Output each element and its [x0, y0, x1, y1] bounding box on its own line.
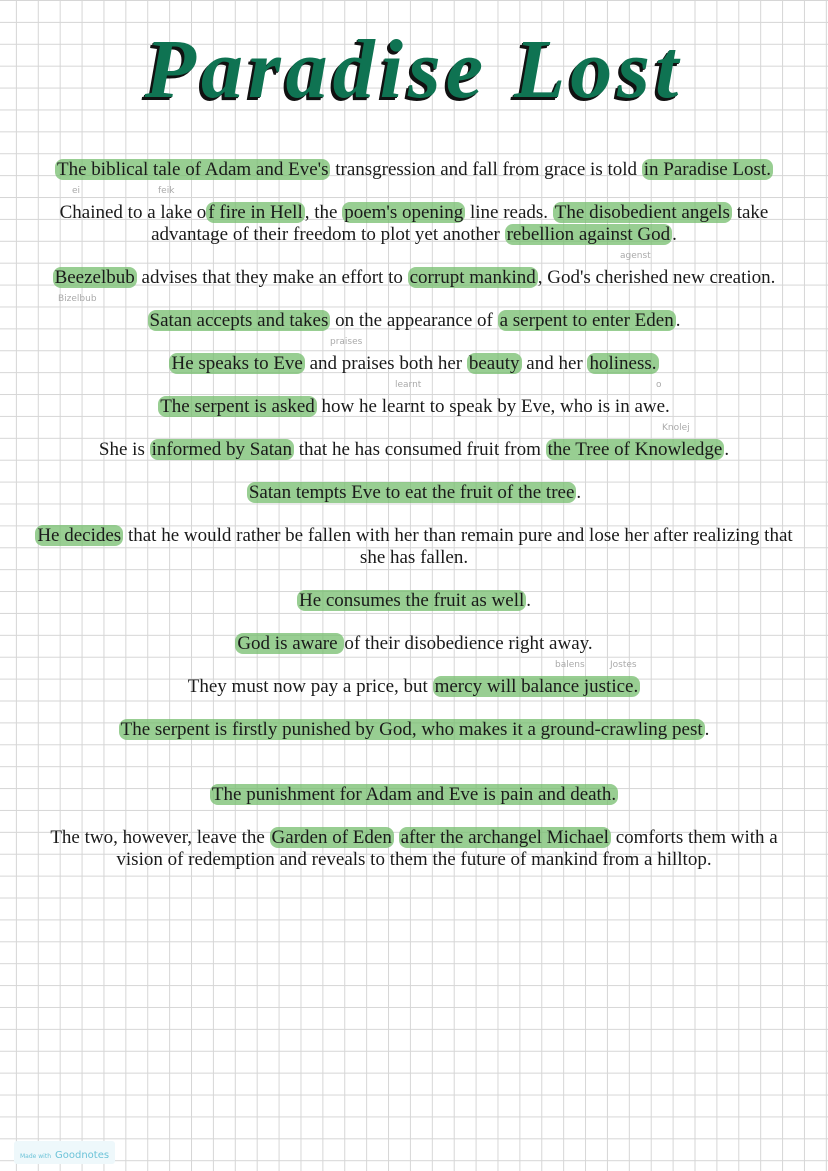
goodnotes-badge [14, 1141, 115, 1164]
paragraph [30, 310, 798, 332]
paragraph-gap [30, 741, 798, 784]
paragraph-gap [30, 246, 798, 267]
handwritten-note: feik [158, 186, 175, 196]
handwritten-note: o [656, 380, 662, 390]
paragraph-gap [30, 289, 798, 310]
text-segment: . [724, 439, 730, 460]
handwritten-note: Bizelbub [58, 294, 97, 304]
highlighted-text: corrupt mankind [409, 267, 536, 288]
paragraph [30, 159, 798, 181]
badge-small-text: Made with [20, 1153, 51, 1160]
title-area [0, 0, 828, 159]
text-segment: . [526, 590, 532, 611]
paragraph [30, 719, 798, 741]
text-segment: . [576, 482, 582, 503]
document-body [30, 159, 798, 871]
text-segment: , the [304, 202, 343, 223]
paragraph-gap [30, 375, 798, 396]
handwritten-note: ei [72, 186, 81, 196]
highlighted-text: holiness. [589, 353, 657, 374]
paragraph-gap [30, 698, 798, 719]
badge-brand: Goodnotes [55, 1150, 110, 1161]
handwritten-note: balens [555, 660, 585, 670]
paragraph [30, 202, 798, 246]
highlighted-text: poem's opening [344, 202, 464, 223]
text-segment: . [704, 719, 710, 740]
text-segment [394, 827, 399, 848]
text-segment: , God's cherished new creation. [537, 267, 776, 288]
highlighted-text: Garden of Eden [271, 827, 392, 848]
text-segment: She is [98, 439, 150, 460]
text-segment: that he has consumed fruit from [293, 439, 546, 460]
paragraph [30, 267, 798, 289]
paragraph-gap [30, 332, 798, 353]
highlighted-text: informed by Satan [151, 439, 292, 460]
paragraph [30, 784, 798, 806]
text-segment: Chained to a lake o [59, 202, 207, 223]
text-segment: that he would rather be fallen with her than remain pure and lose her after realizing that she has fallen. [123, 525, 793, 568]
highlighted-text: He consumes the fruit as well [298, 590, 525, 611]
paragraph-gap [30, 504, 798, 525]
text-segment: how he learnt to speak by Eve, who is in awe. [316, 396, 670, 417]
highlighted-text: the Tree of Knowledge [547, 439, 723, 460]
handwritten-note: agenst [620, 251, 651, 261]
paragraph [30, 633, 798, 655]
text-segment: . [675, 310, 681, 331]
paragraph-gap [30, 806, 798, 827]
highlighted-text: The disobedient angels [554, 202, 730, 223]
highlighted-text: a serpent to enter Eden [499, 310, 674, 331]
text-segment: on the appearance of [330, 310, 498, 331]
highlighted-text: mercy will balance justice. [434, 676, 639, 697]
paragraph [30, 827, 798, 871]
highlighted-text: The biblical tale of Adam and Eve's [57, 159, 329, 180]
highlighted-text: He decides [37, 525, 122, 546]
highlighted-text: He speaks to Eve [171, 353, 303, 374]
paragraph-gap [30, 612, 798, 633]
text-segment: advises that they make an effort to [136, 267, 408, 288]
page-title: Paradise Lost [144, 23, 684, 116]
highlighted-text: Beezelbub [54, 267, 135, 288]
highlighted-text: The serpent is asked [160, 396, 315, 417]
highlighted-text: Satan accepts and takes [149, 310, 329, 331]
text-segment: . [672, 224, 677, 245]
paragraph [30, 482, 798, 504]
text-segment: The two, however, leave the [50, 827, 270, 848]
text-segment: take advantage of their freedom to plot yet another [151, 202, 769, 245]
paragraph-gap [30, 418, 798, 439]
text-segment: comforts them with a vision of redemption and reveals to them the future of mankind from a hilltop. [116, 827, 778, 870]
highlighted-text: Satan tempts Eve to eat the fruit of the tree [248, 482, 575, 503]
highlighted-text: f fire in Hell [208, 202, 303, 223]
highlighted-text: The punishment for Adam and Eve is pain and death. [211, 784, 617, 805]
highlighted-text: after the archangel Michael [400, 827, 609, 848]
highlighted-text: The serpent is firstly punished by God, who makes it a ground-crawling pest [120, 719, 703, 740]
paragraph-gap [30, 461, 798, 482]
paragraph-gap [30, 655, 798, 676]
paragraph [30, 590, 798, 612]
paragraph-gap [30, 181, 798, 202]
handwritten-note: Jostes [610, 660, 637, 670]
text-segment: line reads. [465, 202, 553, 223]
handwritten-note: Knolej [662, 423, 690, 433]
text-segment: transgression and fall from grace is told [330, 159, 642, 180]
text-segment: of their disobedience right away. [344, 633, 593, 654]
highlighted-text: beauty [468, 353, 520, 374]
text-segment: and praises both her [304, 353, 467, 374]
highlighted-text: rebellion against God [506, 224, 671, 245]
paragraph [30, 525, 798, 569]
handwritten-note: learnt [395, 380, 422, 390]
paragraph [30, 396, 798, 418]
handwritten-note: praises [330, 337, 363, 347]
text-segment: They must now pay a price, but [187, 676, 433, 697]
paragraph-gap [30, 569, 798, 590]
text-segment: and her [521, 353, 588, 374]
highlighted-text: God is aware [237, 633, 343, 654]
paragraph [30, 439, 798, 461]
highlighted-text: in Paradise Lost. [643, 159, 771, 180]
paragraph [30, 676, 798, 698]
paragraph [30, 353, 798, 375]
